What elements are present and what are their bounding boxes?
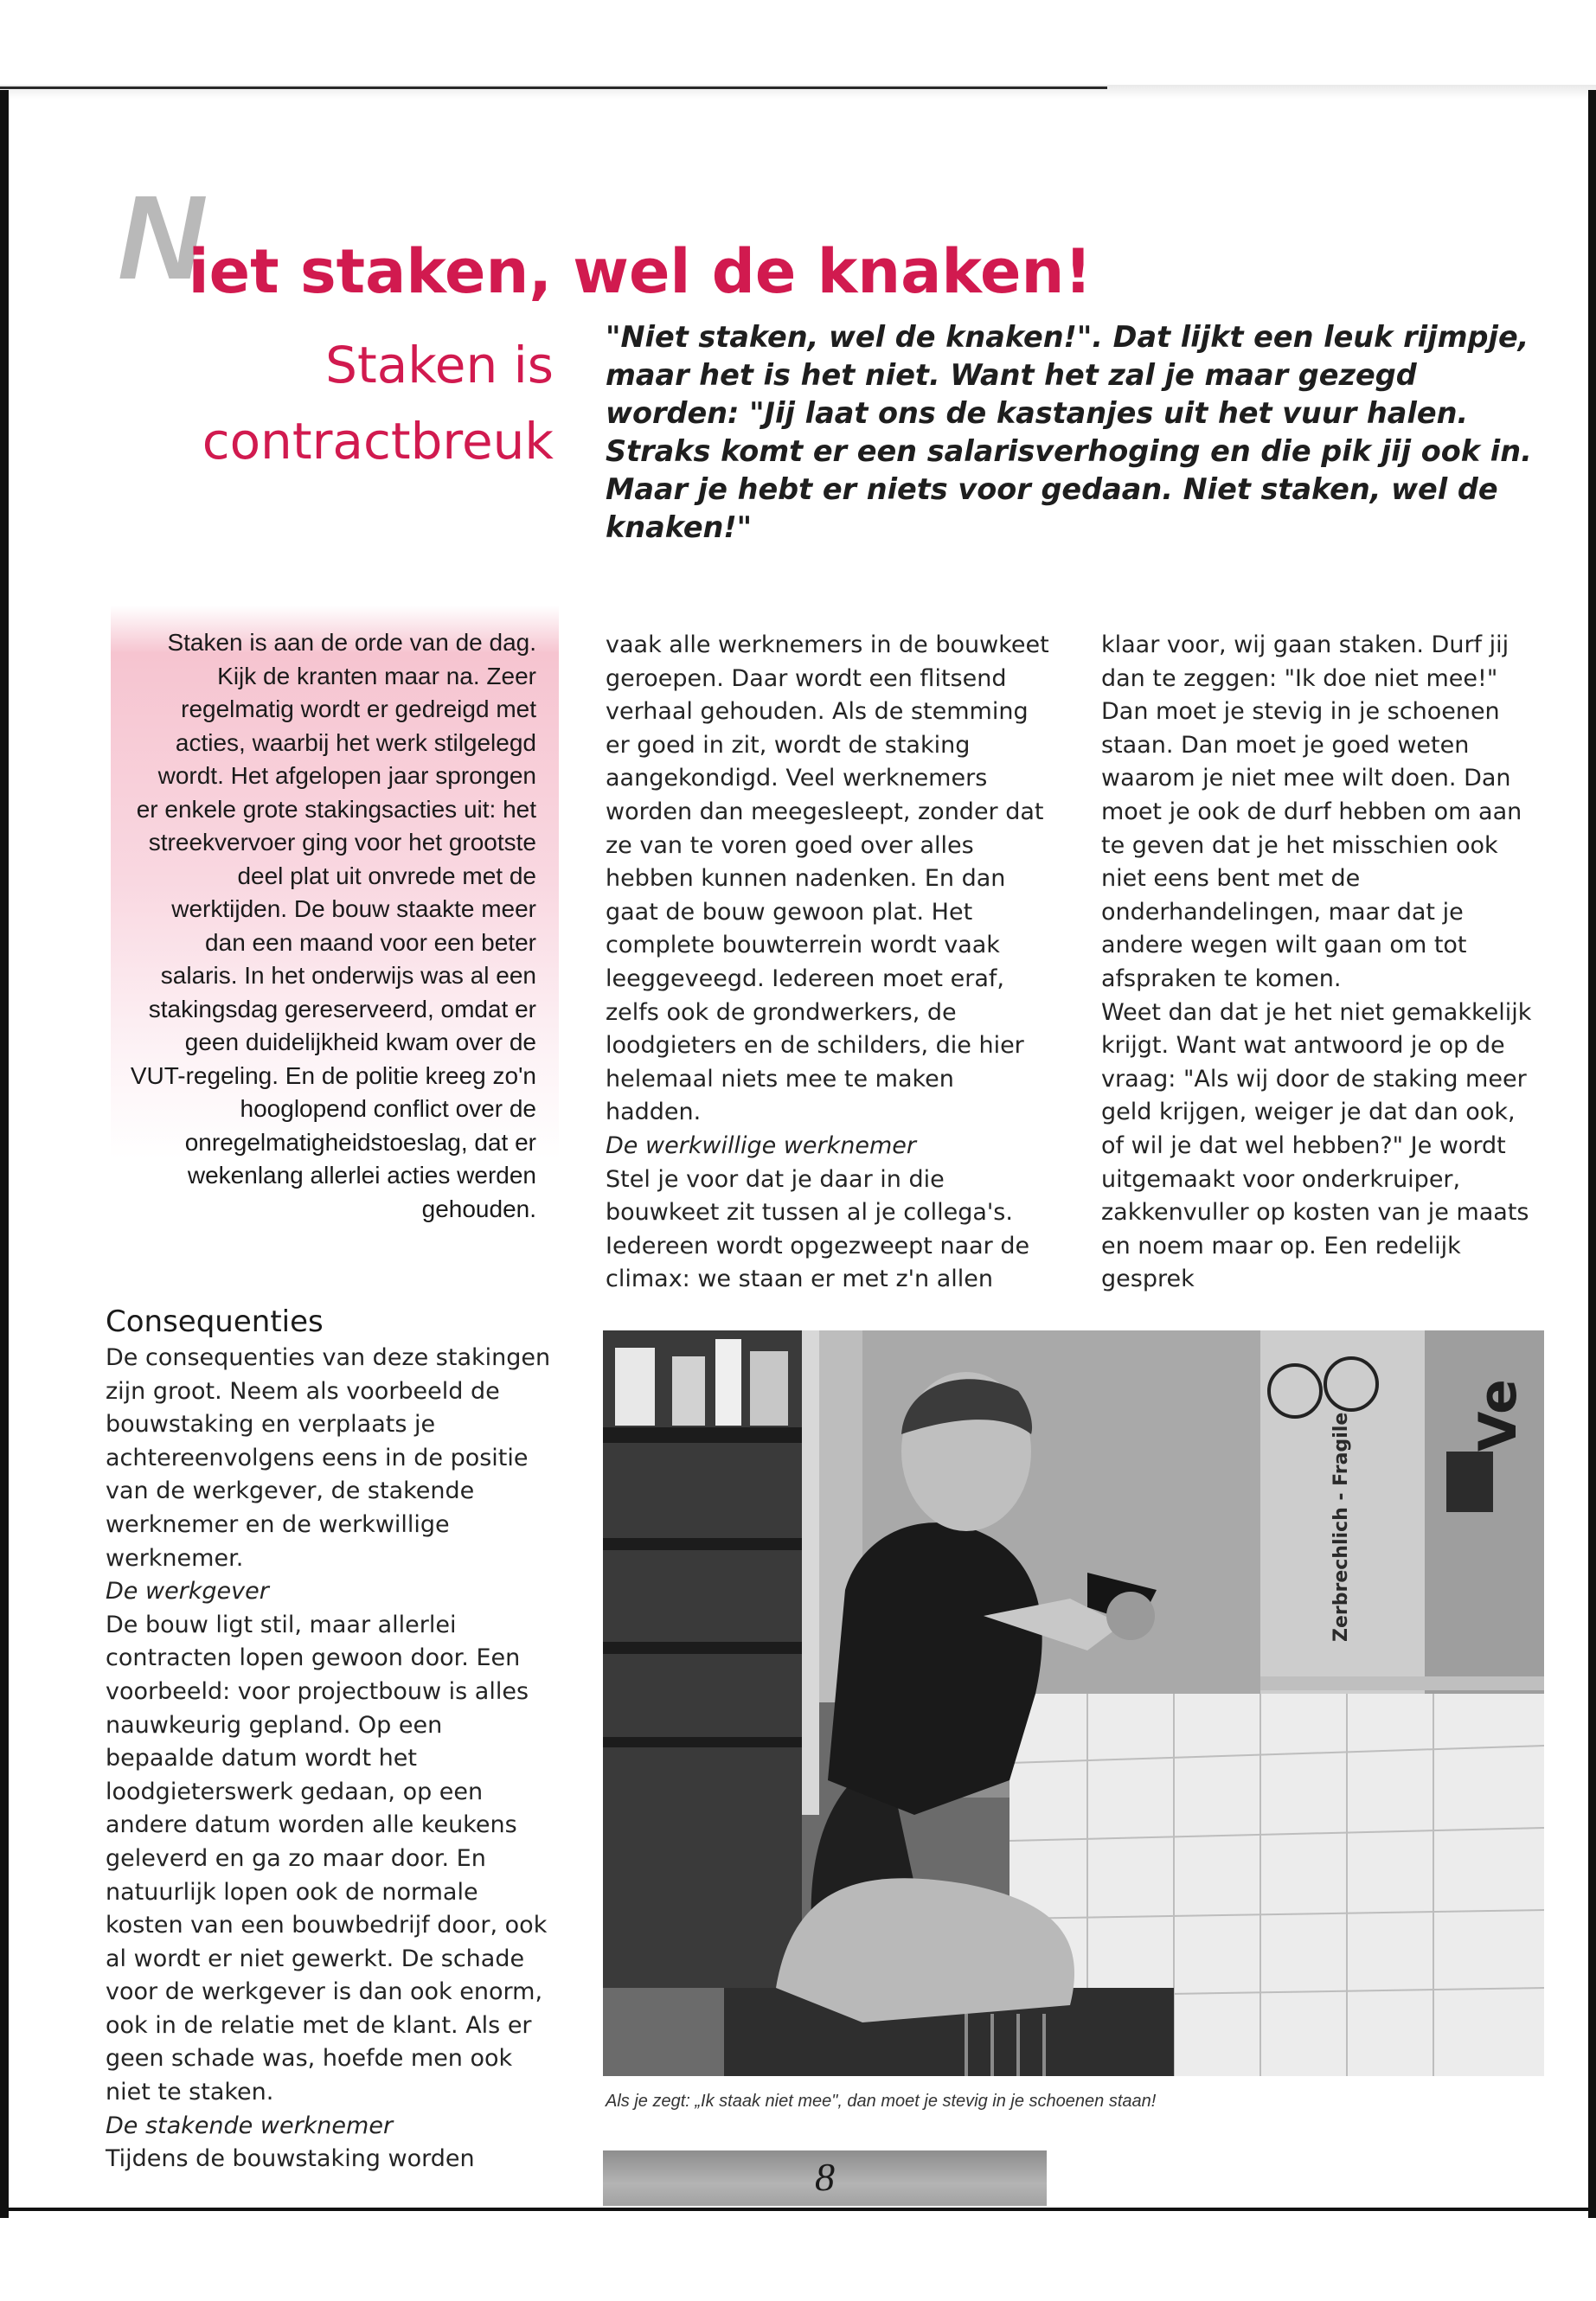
scan-border-top [0,87,1107,89]
subsection-heading: De stakende werknemer [106,2112,394,2139]
column-right [1101,629,1542,1297]
subsection-heading: De werkwillige werknemer [606,1131,917,1159]
article-title [118,170,1415,307]
column-left [106,1302,555,2176]
subsection-heading: De werkgever [106,1578,269,1606]
intro-paragraph: "Niet staken, wel de knaken!". Dat lijkt een leuk rijmpje, maar het is het niet. Want het zal je maar gezegd worden: "Jij laat ons de kastanjes uit het vuur halen. Straks komt er een salarisverhoging en die pik jij ook in. Maar je hebt er niets voor gedaan. Niet staken, wel de knaken!" [606,320,1532,544]
paragraph: De bouw ligt stil, maar allerlei contracten lopen gewoon door. Een voorbeeld: voor projectbouw is alles nauwkeurig gepland. Op een bepaalde datum wordt het loodgieterswerk gedaan, op een andere datum worden alle keukens geleverd en ga zo maar door. En natuurlijk lopen ook de normale kosten van een bouwbedrijf door, ook al wordt er niet gewerkt. De schade voor de werkgever is dan ook enorm, ook in de relatie met de klant. Als er geen schade was, hoefde men ook niet te staken. [106,1611,548,2106]
subheading-line-2: contractbreuk [202,412,554,471]
scan-border-right [1588,90,1596,2218]
page-number: 8 [815,2155,835,2199]
sidebar-text: Staken is aan de orde van de dag. Kijk de kranten maar na. Zeer regelmatig wordt er gedreigd met acties, waarbij het werk stilgelegd wordt. Het afgelopen jaar sprongen er enkele grote stakingsacties uit: het streekvervoer ging voor het grootste deel plat uit onvrede met de werktijden. De bouw staakte meer dan een maand voor een beter salaris. In het onderwijs was al een stakingsdag gereserveerd, omdat er geen duidelijkheid kwam over de VUT-regeling. En de politie kreeg zo'n hooglopend conflict over de onregelmatigheidstoeslag, dat er wekenlang allerlei acties werden gehouden. [130,629,536,1222]
scan-border-left [0,90,9,2218]
paragraph: klaar voor, wij gaan staken. Durf jij dan te zeggen: "Ik doe niet mee!" Dan moet je stevig in je schoenen staan. Dan moet je goed weten waarom je niet mee wilt doen. Dan moet je ook de durf hebben om aan te geven dat je het misschien ook niet eens bent met de onderhandelingen, maar dat je andere wegen wilt gaan om tot afspraken te komen. [1101,631,1522,992]
article-photo [603,1330,1544,2076]
subheading-line-1: Staken is [325,336,554,394]
paragraph: De consequenties van deze stakingen zijn groot. Neem als voorbeeld de bouwstaking en verplaats je achtereenvolgens eens in de positie van de werkgever, de stakende werknemer en de werkwillige werknemer. [106,1344,551,1572]
photo-box-label: Zerbrechlich - Fragile [1330,1412,1352,1642]
column-middle [606,629,1055,1297]
title-text: iet staken, wel de knaken! [188,236,1093,307]
photo-caption: Als je zegt: „Ik staak niet mee", dan moet je stevig in je schoenen staan! [606,2092,1157,2111]
subheading [121,327,554,479]
paragraph: Tijdens de bouwstaking worden [106,2145,475,2173]
paragraph: vaak alle werknemers in de bouwkeet geroepen. Daar wordt een flitsend verhaal gehouden. Als de stemming er goed in zit, wordt de staking aangekondigd. Veel werknemers worden dan meegesleept, zonder dat ze van te voren goed over alles hebben kunnen nadenken. En dan gaat de bouw gewoon plat. Het complete bouwterrein wordt vaak leeggeveegd. Iedereen moet eraf, zelfs ook de grondwerkers, de loodgieters en de schilders, die hier helemaal niets mee te maken hadden. [606,631,1049,1126]
scan-border-bottom [0,2208,1596,2211]
paragraph: Weet dan dat je het niet gemakkelijk krijgt. Want wat antwoord je op de vraag: "Als wij door de staking meer geld krijgen, weiger je dat dan ook, of wil je dat wel hebben?" Je wordt uitgemaakt voor onderkruiper, zakkenvuller op kosten van je maats en noem maar op. Een redelijk gesprek [1101,998,1532,1293]
paragraph: Stel je voor dat je daar in die bouwkeet zit tussen al je collega's. Iedereen wordt opgezweept naar de climax: we staan er met z'n allen [606,1165,1030,1293]
photo-box-brand: Ve [1468,1379,1529,1452]
section-heading: Consequenties [106,1304,324,1339]
title-dropcap: N [118,171,199,304]
